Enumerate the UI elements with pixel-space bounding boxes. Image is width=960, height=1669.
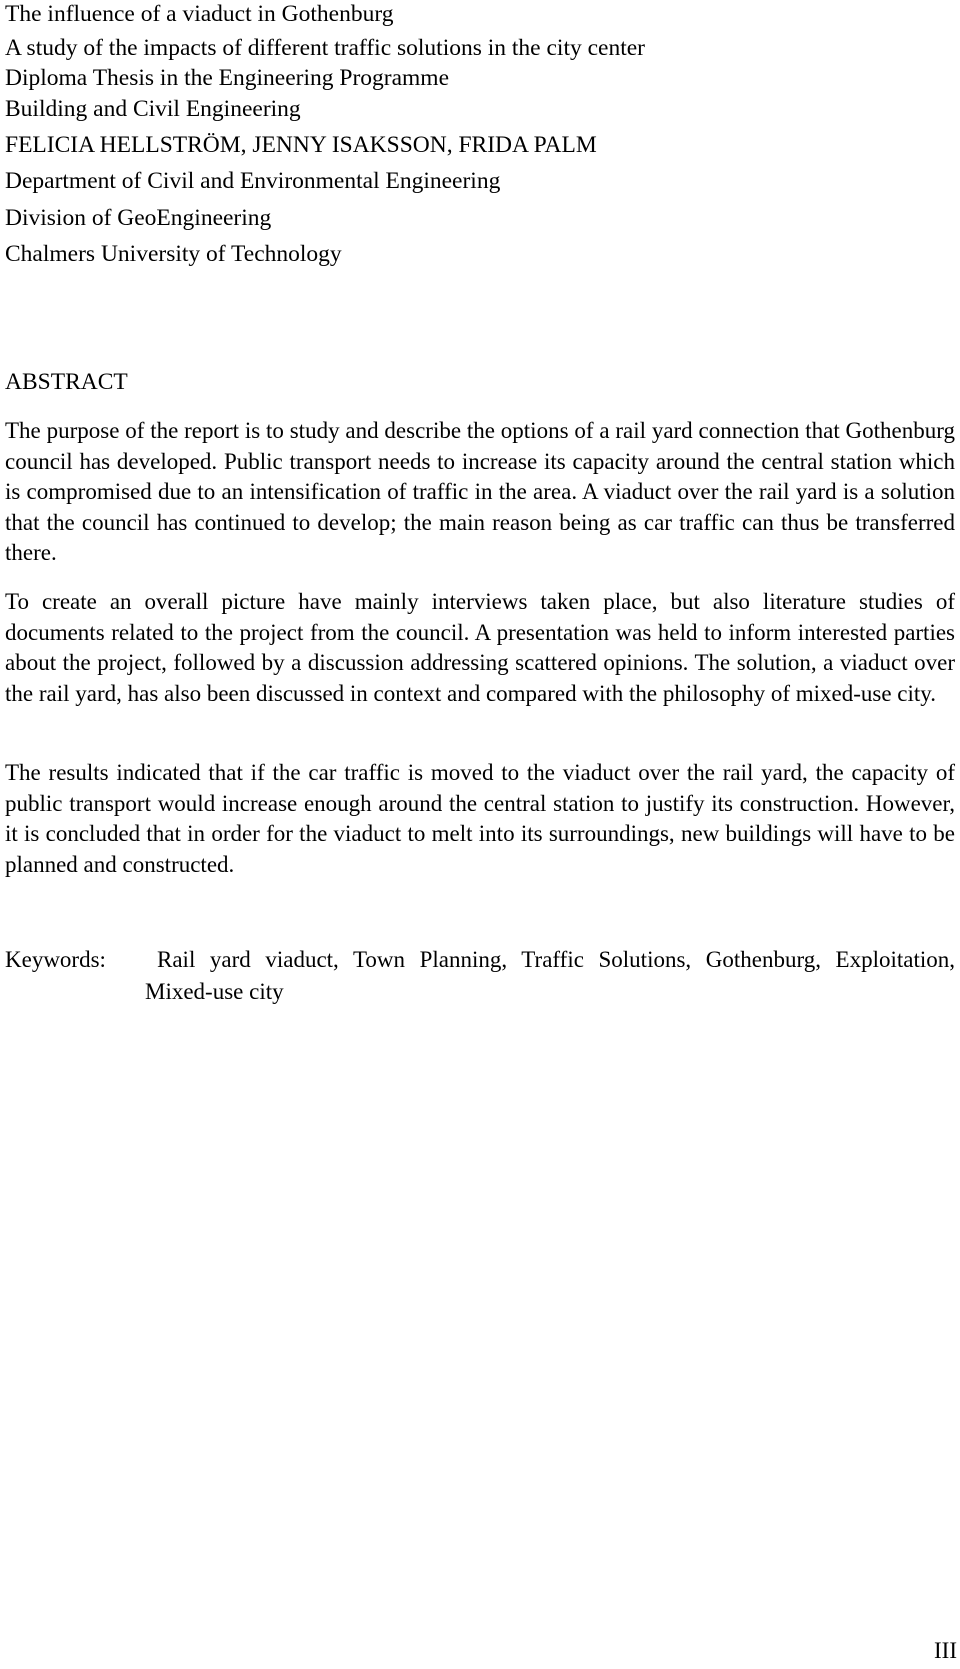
abstract-paragraph-1: The purpose of the report is to study and describe the options of a rail yard connection that Gothenburg council has developed. Public transport needs to increase its capacity around the central station which is compromised due to an intensification of traffic in the area. A viaduct over the rail yard is a solution that the council has continued to develop; the main reason being as car traffic can thus be transferred there. — [5, 418, 955, 566]
abstract-paragraph-2: To create an overall picture have mainly interviews taken place, but also literature studies of documents related to the project from the council. A presentation was held to inform interested parties about the project, followed by a discussion addressing scattered opinions. The solution, a viaduct over the rail yard, has also been discussed in context and compared with the philosophy of mixed-use city. — [5, 589, 955, 706]
abstract-paragraph-3: The results indicated that if the car traffic is moved to the viaduct over the rail yard, the capacity of public transport would increase enough around the central station to justify its construction. However, it is concluded that in order for the viaduct to melt into its surroundings, new buildings will have to be planned and constructed. — [5, 760, 955, 877]
authors: FELICIA HELLSTRÖM, JENNY ISAKSSON, FRIDA PALM — [5, 132, 597, 158]
programme-name: Building and Civil Engineering — [5, 96, 301, 122]
page-number: III — [934, 1638, 957, 1663]
thesis-subtitle: A study of the impacts of different traffic solutions in the city center — [5, 35, 645, 61]
thesis-type: Diploma Thesis in the Engineering Programme — [5, 65, 450, 91]
abstract-heading: ABSTRACT — [5, 369, 128, 395]
thesis-title: The influence of a viaduct in Gothenburg — [5, 1, 394, 27]
university: Chalmers University of Technology — [5, 241, 342, 267]
department: Department of Civil and Environmental Engineering — [5, 168, 501, 194]
division: Division of GeoEngineering — [5, 205, 272, 231]
keywords-label: Keywords: — [5, 947, 106, 972]
keywords-text: Rail yard viaduct, Town Planning, Traffic Solutions, Gothenburg, Exploitation, Mixed-use city — [145, 947, 955, 1004]
